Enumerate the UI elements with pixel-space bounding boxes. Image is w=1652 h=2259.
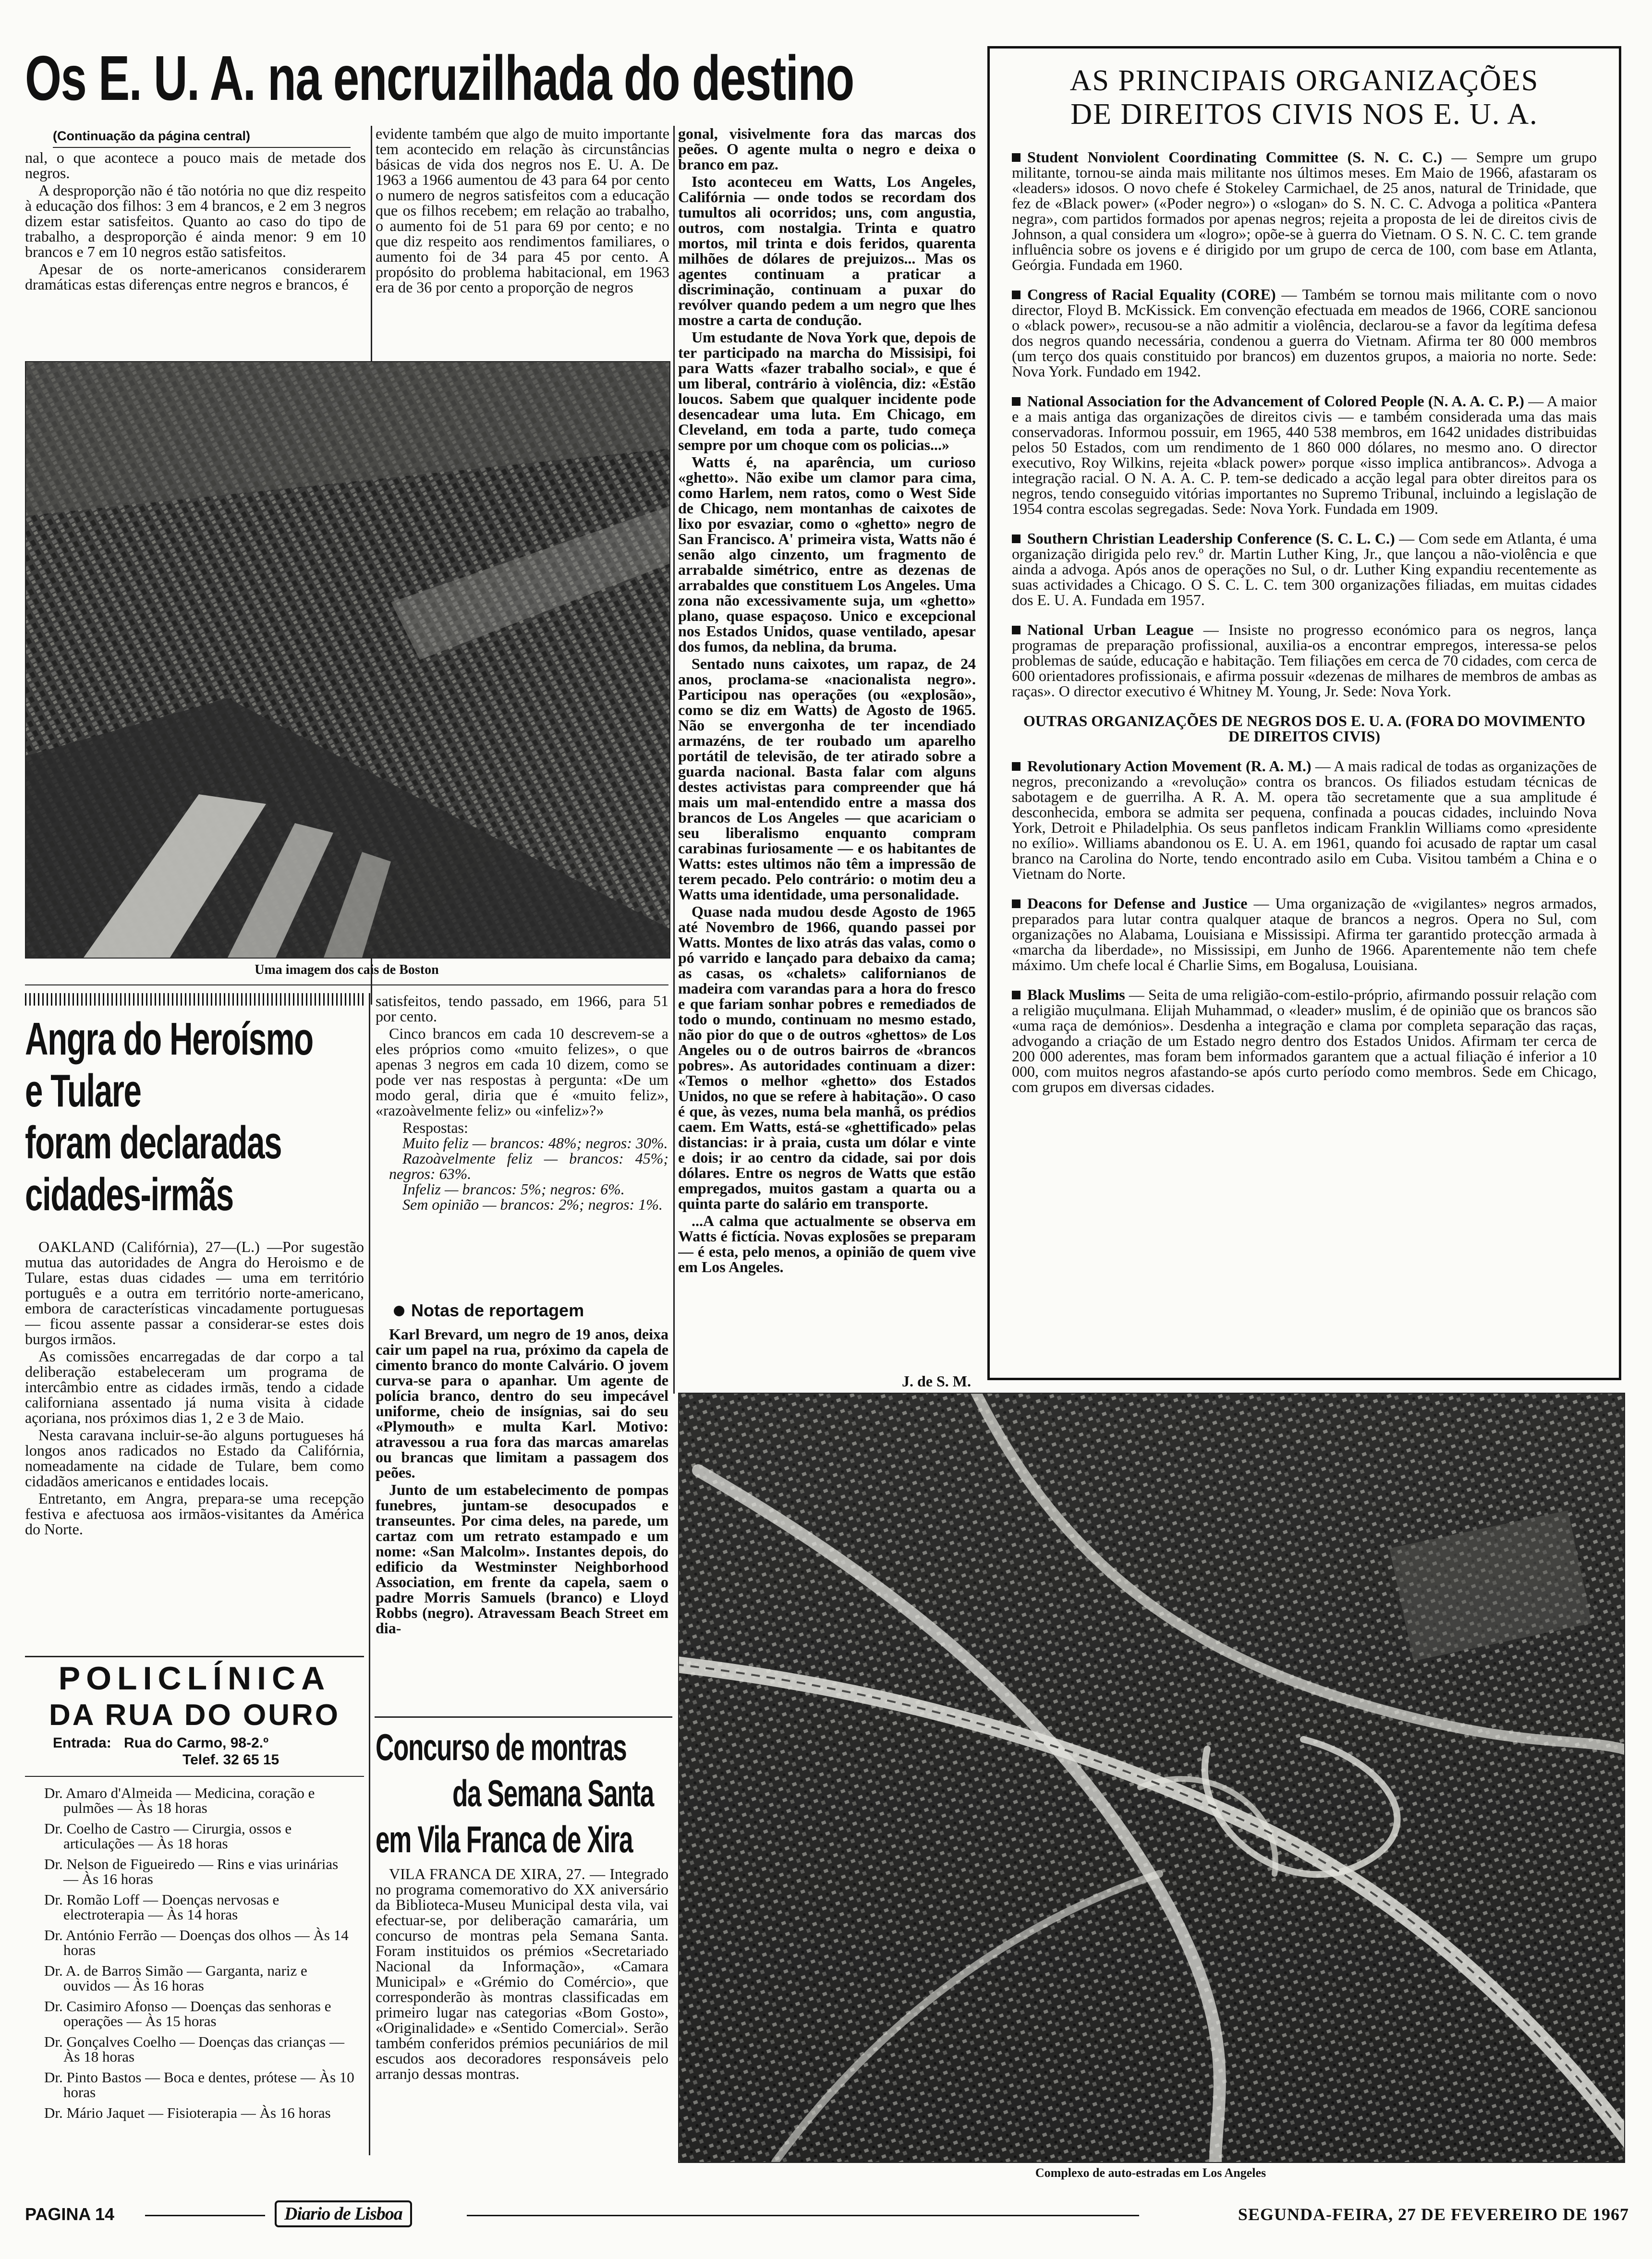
bullet-square-icon <box>1012 626 1020 634</box>
poll-results <box>376 1120 668 1212</box>
la-photo-caption: Complexo de auto-estradas em Los Angeles <box>1035 2166 1266 2180</box>
notas-paragraph: Karl Brevard, um negro de 19 anos, deixa cair um papel na rua, próximo da capela de cimento branco do monte Calvário. O jovem curva-se para o apanhar. Um agente de polícia branco, dentro do seu impecável uniforme, cheio de insígnias, sai do seu «Plymouth» e multa Karl. Motivo: atravessou a rua fora das marcas amarelas ou brancas que limitam a passagem dos peões. <box>376 1326 668 1481</box>
notas-heading <box>394 1300 584 1321</box>
boston-docks-photo <box>25 361 670 959</box>
boston-docks-image <box>26 362 669 958</box>
angra-paragraph: Nesta caravana incluir-se-ão alguns portugueses há longos anos radicados no Estado da Califórnia, nomeadamente na cidade de Tulare, bem como cidadãos americanos e entidades locais. <box>25 1426 364 1490</box>
concurso-headline-line: Concurso de montras <box>376 1726 627 1768</box>
organizations-list <box>990 131 1619 1094</box>
org-entry <box>1012 149 1597 272</box>
poll-row: Infeliz — brancos: 5%; negros: 6%. <box>402 1180 625 1198</box>
poll-row: Muito feliz — brancos: 48%; negros: 30%. <box>402 1134 668 1152</box>
policlinica-phone: Telef. 32 65 15 <box>182 1752 279 1768</box>
policlinica-address: Rua do Carmo, 98-2.º <box>124 1735 269 1751</box>
doctor-entry: Dr. Romão Loff — Doenças nervosas e electroterapia — Às 14 horas <box>44 1891 279 1923</box>
notas-heading-text: Notas de reportagem <box>411 1300 584 1320</box>
bullet-square-icon <box>1012 534 1020 543</box>
article-paragraph: nal, o que acontece a pouco mais de metade dos negros. <box>25 150 366 182</box>
angra-headline-line: foram declaradas <box>25 1117 282 1168</box>
org-entry <box>1012 393 1597 516</box>
policlinica-title: POLICLÍNICA <box>58 1660 331 1697</box>
poll-row: Razoàvelmente feliz — brancos: 45%; negros: 63%. <box>389 1150 668 1182</box>
org-entry <box>1012 896 1597 972</box>
notas-paragraph: Isto aconteceu em Watts, Los Angeles, Califórnia — onde todos se recordam dos tumultos ali ocorridos; uns, com angustia, outros, com nostalgia. Trinta e quatro mortos, mil trinta e dois feridos, quarenta milhões de dólares de prejuizos... Mas os agentes continuam a praticar a discriminação, continuam a puxar do revólver quando pedem a um negro que lhes mostre a carta de condução. <box>678 173 976 328</box>
org-name: National Association for the Advancement of Colored People (N. A. A. C. P.) <box>1027 392 1524 410</box>
bullet-square-icon <box>1012 397 1020 406</box>
issue-date: SEGUNDA-FEIRA, 27 DE FEVEREIRO DE 1967 <box>1238 2205 1629 2224</box>
policlinica-top-rule <box>25 1656 364 1657</box>
notas-col3 <box>678 126 976 1365</box>
doctor-list <box>44 1785 356 2126</box>
notas-col2 <box>376 1326 668 1739</box>
org-entry <box>1012 987 1597 1094</box>
org-entry <box>1012 622 1597 699</box>
org-name: Revolutionary Action Movement (R. A. M.) <box>1027 757 1312 775</box>
article-paragraph: A desproporção não é tão notória no que diz respeito à educação dos filhos: 3 em 4 brancos, e 2 em 3 negros dizem estar satisfeitos. Quanto ao caso do tipo de trabalho, a desproporção é ainda menor: 9 em 10 brancos e 7 em 10 negros estão satisfeitos. <box>25 182 366 260</box>
doctor-entry: Dr. A. de Barros Simão — Garganta, nariz e ouvidos — Às 16 horas <box>44 1962 307 1994</box>
article-paragraph: Cinco brancos em cada 10 descrevem-se a eles próprios como «muito felizes», o que apenas 3 negros em cada 10 dizem, como se pode ver nas respostas à pergunta: «De um modo geral, diria que é «muito feliz», «razoàvelmente feliz» ou «infeliz»?» <box>376 1025 668 1119</box>
organizations-title-line2: DE DIREITOS CIVIS NOS E. U. A. <box>1070 98 1538 131</box>
article-paragraph: satisfeitos, tendo passado, em 1966, para 51 por cento. <box>376 993 668 1025</box>
doctor-entry: Dr. Nelson de Figueiredo — Rins e vias urinárias — Às 16 horas <box>44 1856 339 1887</box>
policlinica-entrada <box>53 1736 268 1751</box>
notas-paragraph: Quase nada mudou desde Agosto de 1965 até Novembro de 1966, quando passei por Watts. Montes de lixo atrás das valas, como o pó varrido e lançado para debaixo da cama; as casas, os «chalets» californianos de madeira com varandas para a hora do fresco e que fariam sonhar pobres e remediados de todo o mundo, continuam no mesmo estado, não pior do que o de outros «ghettos» de Los Angeles ou o de outros bairros de «brancos pobres». As autoridades continuam a dizer: «Temos o melhor «ghetto» dos Estados Unidos, no que se refere à habitação». O caso é que, às vezes, numa bela manhã, os prédios caem. Em Watts, está-se «ghettificado» pelas distancias: ir à praia, custa um dólar e vinte e dois; ir ao centro da cidade, sai por dois dólares. Entre os negros de Watts que estão empregados, muitos gastam a quarta ou a quinta parte do salário em transporte. <box>678 903 976 1212</box>
bullet-icon <box>394 1306 404 1316</box>
notas-paragraph: ...A calma que actualmente se observa em Watts é fictícia. Novas explosões se preparam — é esta, pelo menos, a opinião de quem vive em Los Angeles. <box>678 1212 976 1275</box>
bullet-square-icon <box>1012 991 1020 999</box>
org-text: — Uma organização de «vigilantes» negros armados, preparados para lutar contra qualquer ataque de brancos a negros. Opera no Sul, com organizações no Alabama, Louisiana e Mississipi. Afirma ter garantido protecção armada à «marcha da liberdade», no Mississipi, em Junho de 1966. Aparentemente não tem chefe máximo. Um chefe local é Charlie Sims, em Bogalusa, Louisiana. <box>1012 895 1597 973</box>
doctor-entry: Dr. António Ferrão — Doenças dos olhos — Às 14 horas <box>44 1927 349 1958</box>
bullet-square-icon <box>1012 762 1020 771</box>
poll-row: Sem opinião — brancos: 2%; negros: 1%. <box>402 1196 663 1213</box>
article-paragraph: evidente também que algo de muito importante tem acontecido em relação às circunstâncias básicas de vida dos negros nos E. U. A. De 1963 a 1966 aumentou de 43 para 64 por cento o numero de negros satisfeitos com a educação que os filhos recebem; em relação ao trabalho, o aumento foi de 51 para 69 por cento; e no que diz respeito aos rendimentos familiares, o aumento foi de 34 para 45 por cento. A propósito do problema habitacional, em 1963 era de 36 por cento a proporção de negros <box>376 126 669 296</box>
org-text: — Com sede em Atlanta, é uma organização dirigida pelo rev.º dr. Martin Luther King, Jr., que lançou a não-violência e que ainda a advoga. Após anos de operações no Sul, o dr. Luther King expandiu recentemente as suas actividades a Chicago. O S. C. L. C. tem 300 organizações filiadas, em muitas cidades dos E. U. A. Fundada em 1957. <box>1012 530 1597 608</box>
org-name: Student Nonviolent Coordinating Committee (S. N. C. C.) <box>1027 148 1443 166</box>
org-name: Southern Christian Leadership Conference (S. C. L. C.) <box>1027 530 1395 547</box>
footer <box>25 2199 1629 2233</box>
doctor-entry: Dr. Casimiro Afonso — Doenças das senhoras e operações — Às 15 horas <box>44 1998 331 2029</box>
concurso-headline <box>376 1724 673 1862</box>
hatched-rule <box>25 993 364 1006</box>
concurso-headline-line: da Semana Santa <box>452 1772 654 1814</box>
angra-paragraph: Entretanto, em Angra, prepara-se uma recepção festiva e afectuosa aos irmãos-visitantes da América do Norte. <box>25 1490 364 1538</box>
notas-paragraph: Watts é, na aparência, um curioso «ghetto». Não exibe um clamor para cima, como Harlem, nem ratos, como o West Side de Chicago, nem montanhas de caixotes de lixo por esvaziar, como o «ghetto» negro de San Francisco. A' primeira vista, Watts não é senão algo cinzento, um fragmento de arrabalde simétrico, entre as dezenas de arrabaldes que constituem Los Angeles. Uma zona não excessivamente suja, um «ghetto» plano, quase espaçoso. Unico e excepcional nos Estados Unidos, quase ventilado, apesar dos fumos, da neblina, da bruma. <box>678 453 976 655</box>
continuation-rule <box>53 147 351 148</box>
policlinica-subtitle: DA RUA DO OURO <box>49 1699 340 1732</box>
organizations-title: AS PRINCIPAIS ORGANIZAÇÕES <box>1069 64 1539 97</box>
page-number: PAGINA 14 <box>25 2204 115 2224</box>
la-freeway-image <box>679 1394 1624 2162</box>
notas-paragraph: Sentado nuns caixotes, um rapaz, de 24 anos, proclama-se «nacionalista negro». Participou nas operações (ou «explosão», como se diz em Watts) de Agosto de 1965. Não se envergonha de ter incendiado armazéns, de ter roubado um aparelho portátil de televisão, de ter atirado sobre a guarda nacional. Basta falar com alguns destes activistas para compreender que há mais um mal-entendido entre a massa dos brancos de Los Angeles — que acariciam o seu liberalismo enquanto compram carabinas furiosamente — e os habitantes de Watts: estes ultimos não têm a impressão de terem pecado. Pelo contrário: o motim deu a Watts uma identidade, uma personalidade. <box>678 655 976 903</box>
org-text: — Também se tornou mais militante com o novo director, Floyd B. McKissick. Em convenção efectuada em meados de 1966, CORE sancionou o «black power», recusou-se a não admitir a violência, declarou-se a favor da legítima defesa dos negros quando necessária, condenou a guerra do Vietnam. Afirma ter 80 000 membros (um terço dos quais constituido por brancos) em duzentos grupos, a maioria no norte. Sede: Nova York. Fundado em 1942. <box>1012 286 1597 380</box>
masthead-logo: Diario de Lisboa <box>275 2200 412 2227</box>
organizations-box <box>987 46 1621 1380</box>
org-entry <box>1012 758 1597 881</box>
org-text: — A maior e a mais antiga das organizações de direitos civis — e também considerada uma das mais conservadoras. Informou possuir, em 1965, 440 538 membros, em 1642 unidades distribuidas pelos 50 Estados, com um rendimento de 1 860 000 dólares, no mesmo ano. O director executivo, Roy Wilkins, rejeita «black power» porque «isso implica antibrancos». Advoga a integração racial. O N. A. A. C. P. tem-se dedicado a acção legal para obter direitos para os negros, tendo conseguido vitórias importantes no Supremo Tribunal, incluindo a legislação de 1954 contra escolas segregadas. Sede: Nova York. Fundada em 1909. <box>1012 392 1597 517</box>
article-signature: J. de S. M. <box>902 1372 971 1390</box>
org-entry <box>1012 287 1597 379</box>
org-entry <box>1012 531 1597 607</box>
footer-rule <box>467 2215 1139 2216</box>
concurso-headline-line: em Vila Franca de Xira <box>376 1818 633 1860</box>
main-headline: Os E. U. A. na encruzilhada do destino <box>25 43 854 113</box>
org-name: National Urban League <box>1027 621 1194 638</box>
article-col2 <box>376 126 669 354</box>
la-freeway-photo <box>678 1393 1625 2163</box>
angra-headline-line: e Tulare <box>25 1065 141 1117</box>
entrada-label: Entrada: <box>53 1735 111 1751</box>
org-text: — Seita de uma religião-com-estilo-próprio, afirmando possuir relação com a religião muçulmana. Elijah Muhammad, o «leader» muslim, é de opinião que os brancos são «uma raça de demónios». Desdenha a integração e clama por completa separação das raças, advogando a criação de um Estado negro dentro dos Estados Unidos. Afirmam ter cerca de 200 000 aderentes, mas foram bem informados garantem que a actual filiação é inferior a 10 000, com muitos negros afastando-se após curto período como membros. Sede em Chicago, com grupos em diversas cidades. <box>1012 986 1597 1095</box>
org-text: — Sempre um grupo militante, tornou-se ainda mais militante nos últimos meses. Em Maio de 1966, afastaram os «leaders» idosos. O novo chefe é Stokeley Carmichael, de 25 anos, natural de Trinidade, que fez de «Black power» («Poder negro») o «slogan» do S. N. C. C. Advoga a politica «Pantera negra», com partidos formados por apenas negros; rejeita a proposta de lei de direitos civis de Johnson, a qual considera um «logro»; opõe-se à guerra do Vietnam. O S. N. C. C. tem grande influência sobre os jovens e é dirigido por um grupo de cerca de 100, com base em Atlanta, Geórgia. Fundada em 1960. <box>1012 148 1597 273</box>
policlinica-rule <box>25 1776 364 1777</box>
org-text: — Insiste no progresso económico para os negros, lança programas de preparação profissional, auxilia-os a encontrar empregos, interessa-se pelos problemas de saúde, educação e habitação. Tem filiações em cerca de 70 cidades, com cerca de 600 orientadores profissionais, e afirma possuir «dezenas de milhares de membros de ambas as raças». O director executivo é Whitney M. Young, Jr. Sede: Nova York. <box>1012 621 1597 700</box>
doctor-entry: Dr. Mário Jaquet — Fisioterapia — Às 16 horas <box>44 2104 331 2121</box>
footer-rule <box>145 2215 265 2216</box>
org-text: — A mais radical de todas as organizações de negros, preconizando a «revolução» contra os brancos. Os filiados estudam técnicas de sabotagem e de guerrilha. A R. A. M. opera tão secretamente que a sua amplitude é desconhecida, embora se admita ser pequena, confinada a poucas cidades, incluindo Nova York, Detroit e Philadelphia. Os seus panfletos indicam Franklin Williams como «presidente no exílio». Williams abandonou os E. U. A. em 1961, quando foi acusado de raptar um casal branco na Carolina do Norte, tendo encontrado asilo em Cuba. Visitou também a China e o Vietnam do Norte. <box>1012 757 1597 882</box>
continuation-note: (Continuação da página central) <box>53 129 251 143</box>
article-col1 <box>25 150 366 357</box>
concurso-paragraph: VILA FRANCA DE XIRA, 27. — Integrado no programa comemorativo do XX aniversário da Biblioteca-Museu Municipal desta vila, vai efectuar-se, por deliberação camarária, um concurso de montras pela Semana Santa. Foram instituidos os prémios «Secretariado Nacional da Informação», «Camara Municipal» e «Grémio do Comércio», que corresponderão às montras classificadas em primeiro lugar nas categorias «Bom Gosto», «Originalidade» e «Sentido Comercial». Serão também conferidos prémios pecuniários de mil escudos aos decoradores responsáveis pelo arranjo dessas montras. <box>376 1866 668 2082</box>
notas-paragraph: gonal, visivelmente fora das marcas dos peões. O agente multa o negro e deixa o branco em paz. <box>678 126 976 173</box>
doctor-entry: Dr. Amaro d'Almeida — Medicina, coração e pulmões — Às 18 horas <box>44 1785 315 1816</box>
org-name: Congress of Racial Equality (CORE) <box>1027 286 1276 303</box>
angra-paragraph: As comissões encarregadas de dar corpo a tal deliberação estabeleceram um programa de intercâmbio entre as cidades irmãs, tendo a cidade californiana assentado já numa visita à cidade açoriana, nos próximos dias 1, 2 e 3 de Maio. <box>25 1348 364 1426</box>
doctor-entry: Dr. Gonçalves Coelho — Doenças das crianças — Às 18 horas <box>44 2033 344 2065</box>
bullet-square-icon <box>1012 291 1020 299</box>
notas-paragraph: Junto de um estabelecimento de pompas funebres, juntam-se desocupados e transeuntes. Por cima deles, na parede, um cartaz com um retrato estampado e um nome: «San Malcolm». Instantes depois, do edificio da Westminster Neighborhood Association, em frente da capela, saem o padre Morris Samuels (branco) e Lloyd Robbs (negro). Atravessam Beach Street em dia- <box>376 1481 668 1637</box>
org-name: Black Muslims <box>1027 986 1125 1003</box>
angra-article <box>25 1239 364 1652</box>
article-paragraph: Apesar de os norte-americanos considerarem dramáticas estas diferenças entre negros e brancos, é <box>25 260 366 293</box>
bullet-square-icon <box>1012 153 1020 162</box>
outras-title: OUTRAS ORGANIZAÇÕES DE NEGROS DOS E. U. A. (FORA DO MOVIMENTO DE DIREITOS CIVIS) <box>1023 712 1586 745</box>
concurso-top-rule <box>375 1716 672 1718</box>
doctor-entry: Dr. Pinto Bastos — Boca e dentes, prótese — Às 10 horas <box>44 2069 354 2101</box>
angra-headline-line: Angra do Heroísmo <box>25 1013 313 1065</box>
notas-paragraph: Um estudante de Nova York que, depois de ter participado na marcha do Missisipi, foi para Watts «fazer trabalho social», e que é um liberal, contrário à violência, diz: «Estão loucos. Sabem que qualquer incidente pode desencadear uma luta. Em Chicago, em Cleveland, em toda a parte, tudo começa sempre por um choque com os policias...» <box>678 328 976 453</box>
article-col2-cont <box>376 993 668 1243</box>
bullet-square-icon <box>1012 899 1020 908</box>
column-rule <box>369 993 370 2155</box>
caption-rule <box>25 984 668 985</box>
angra-paragraph: OAKLAND (Califórnia), 27—(L.) —Por sugestão mutua das autoridades de Angra do Heroismo e de Tulare, estas duas cidades — uma em território português e a outra em território norte-americano, embora de características vincadamente portuguesas — ficou assente passar a considerar-se estes dois burgos irmãos. <box>25 1239 364 1348</box>
angra-headline-line: cidades-irmãs <box>25 1169 233 1220</box>
doctor-entry: Dr. Coelho de Castro — Cirurgia, ossos e articulações — Às 18 horas <box>44 1820 292 1852</box>
boston-photo-caption: Uma imagem dos cais de Boston <box>255 962 439 977</box>
column-rule <box>673 126 675 1394</box>
org-name: Deacons for Defense and Justice <box>1027 895 1248 912</box>
poll-intro: Respostas: <box>402 1119 468 1136</box>
angra-headline <box>25 1013 366 1221</box>
concurso-article <box>376 1866 668 2154</box>
